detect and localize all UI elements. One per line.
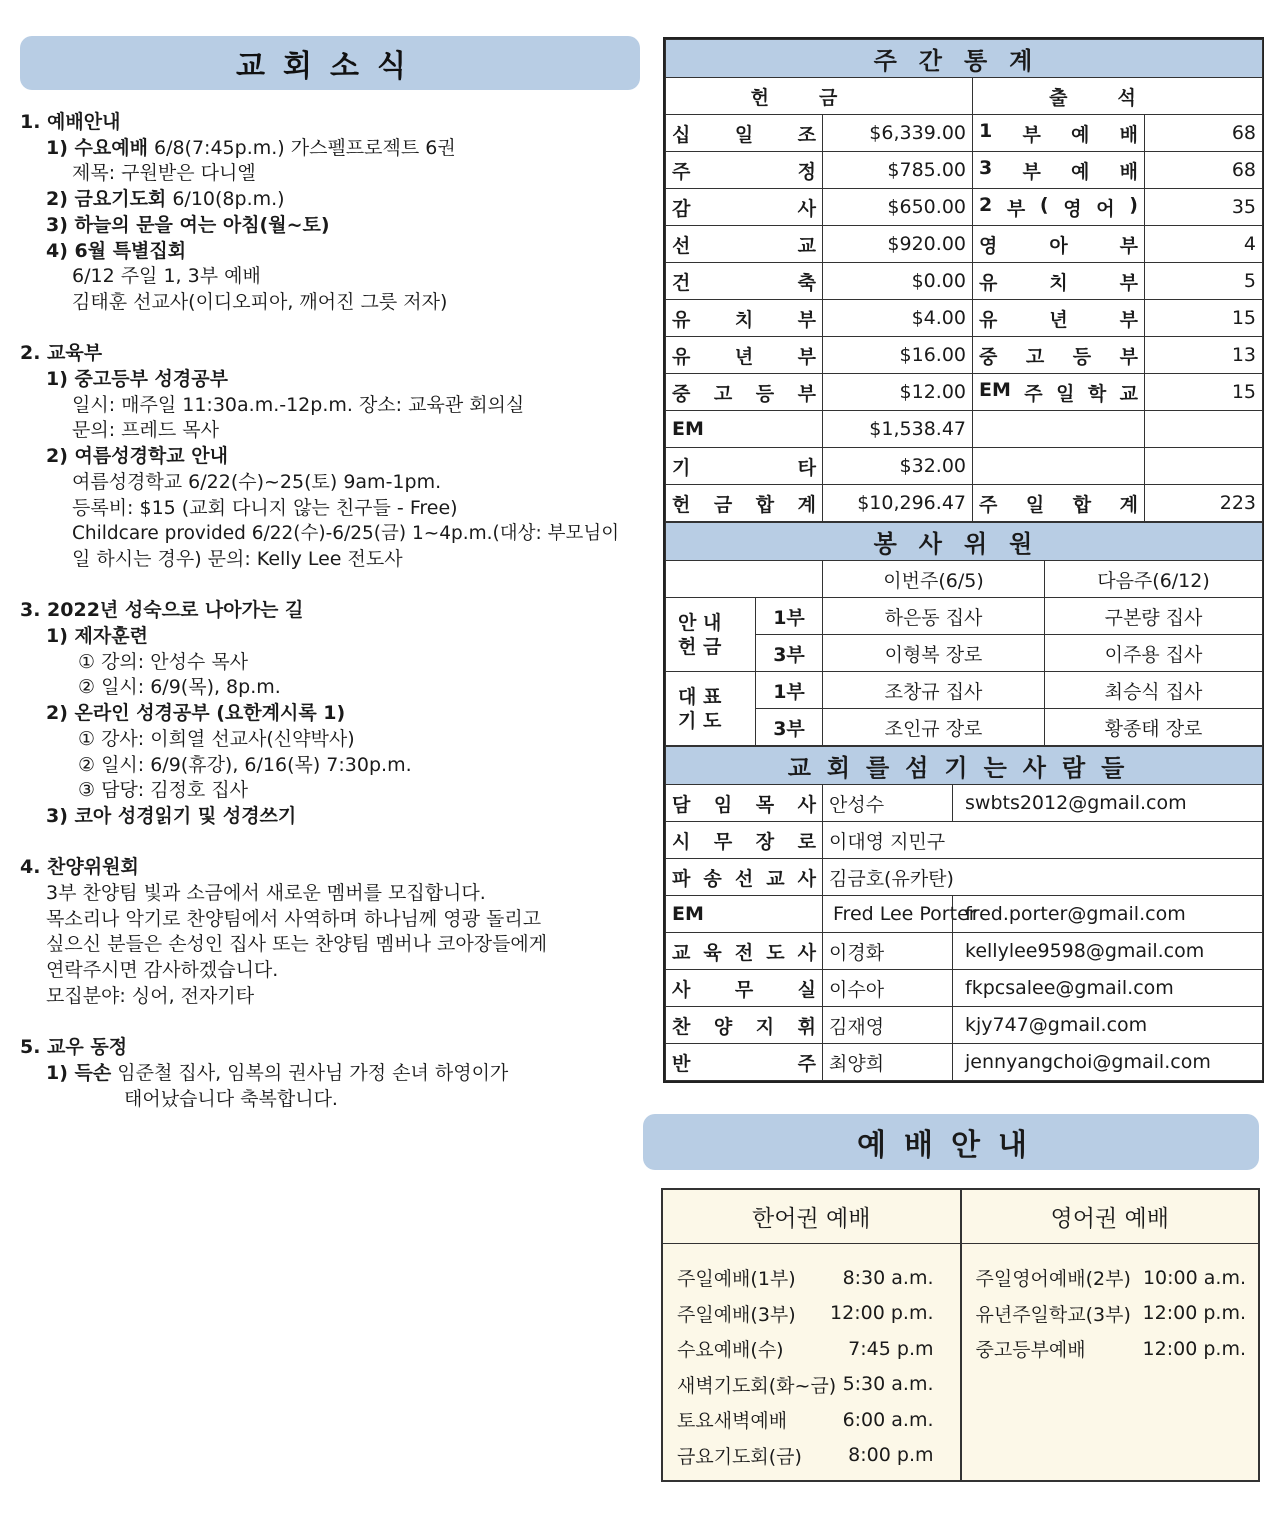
discipleship-line1: ① 강의: 안성수 목사 [78, 650, 249, 673]
staff-role: 반 주 [666, 1044, 823, 1081]
attendance-value [1145, 448, 1263, 485]
offering-amount: $32.00 [823, 448, 973, 485]
worship-item [976, 1296, 1247, 1332]
attendance-label: 3 부 예 배 [973, 152, 1145, 189]
attendance-label: EM 주 일 학 교 [973, 374, 1145, 411]
usher-part3-label: 3부 [756, 635, 823, 672]
staff-email: fkpcsalee@gmail.com [953, 970, 1263, 1007]
worship-item [677, 1438, 948, 1474]
offering-amount: $0.00 [823, 263, 973, 300]
praise-line1: 3부 찬양팀 빛과 소금에서 새로운 멤버를 모집합니다. [46, 882, 486, 905]
usher-part3-next: 이주용 집사 [1045, 635, 1263, 672]
english-worship-header: 영어권 예배 [962, 1190, 1259, 1244]
worship-guide-box [661, 1188, 1260, 1482]
stats-row [666, 189, 1263, 226]
special-meeting-line1: 6/12 주일 1, 3부 예배 [72, 265, 261, 288]
staff-row [666, 859, 1263, 896]
prayer-label: 대 표 기 도 [666, 672, 756, 746]
offering-label: 헌 금 합 계 [666, 485, 823, 522]
staff-name: 이수아 [823, 970, 953, 1007]
offering-label: 유 치 부 [666, 300, 823, 337]
worship-time: 6:00 a.m. [842, 1408, 934, 1431]
youth-bible-item: 1) 중고등부 성경공부 [46, 368, 228, 391]
offering-amount: $920.00 [823, 226, 973, 263]
attendance-label: 2 부 ( 영 어 ) [973, 189, 1145, 226]
wed-service-line: 1) 수요예배 6/8(7:45p.m.) 가스펠프로젝트 6권 [46, 136, 456, 159]
prayer-part1-label: 1부 [756, 672, 823, 709]
worship-name: 유년주일학교(3부) [975, 1303, 1131, 1326]
offering-amount: $1,538.47 [823, 411, 973, 448]
service-committee-title: 봉사위원 [666, 523, 1263, 561]
attendance-label: 유 치 부 [973, 263, 1145, 300]
service-committee-table [665, 522, 1263, 746]
worship-name: 수요예배(수) [677, 1339, 784, 1362]
online-bible-line3: ③ 담당: 김정호 집사 [78, 779, 249, 802]
staff-row [666, 1007, 1263, 1044]
worship-name: 주일예배(3부) [677, 1303, 796, 1326]
church-news-title: 교회소식 [20, 36, 640, 90]
section-members-title: 5. 교우 동정 [20, 1036, 128, 1059]
prayer-part3-label: 3부 [756, 709, 823, 746]
offering-label: 선 교 [666, 226, 823, 263]
staff-name: 이경화 [823, 933, 953, 970]
stats-row [666, 485, 1263, 522]
staff-name: 이대영 지민구 [823, 822, 1263, 859]
attendance-value: 35 [1145, 189, 1263, 226]
attendance-label: 중 고 등 부 [973, 337, 1145, 374]
worship-item [976, 1260, 1247, 1296]
offering-amount: $10,296.47 [823, 485, 973, 522]
stats-row [666, 374, 1263, 411]
section-maturity-title: 3. 2022년 성숙으로 나아가는 길 [20, 599, 304, 622]
attendance-value: 15 [1145, 300, 1263, 337]
praise-line4: 연락주시면 감사하겠습니다. [46, 959, 279, 982]
staff-role: 찬 양 지 휘 [666, 1007, 823, 1044]
worship-time: 8:00 p.m [848, 1444, 934, 1467]
prayer-part3-now: 조인규 장로 [823, 709, 1045, 746]
staff-name: 안성수 [823, 785, 953, 822]
attendance-value: 5 [1145, 263, 1263, 300]
staff-email: swbts2012@gmail.com [953, 785, 1263, 822]
offering-label: 중 고 등 부 [666, 374, 823, 411]
attendance-value: 4 [1145, 226, 1263, 263]
youth-bible-line2: 문의: 프레드 목사 [72, 419, 219, 442]
staff-name: 김금호(유카탄) [823, 859, 1263, 896]
worship-time: 10:00 a.m. [1142, 1266, 1246, 1289]
attendance-label [973, 448, 1145, 485]
weekly-stats-title: 주간통계 [666, 40, 1263, 78]
staff-name: Fred Lee Porter [823, 896, 953, 933]
attendance-label: 1 부 예 배 [973, 115, 1145, 152]
discipleship-line2: ② 일시: 6/9(목), 8p.m. [78, 676, 281, 699]
praise-line5: 모집분야: 싱어, 전자기타 [46, 984, 255, 1007]
offering-label: 기 타 [666, 448, 823, 485]
staff-email: fred.porter@gmail.com [953, 896, 1263, 933]
staff-role: 시 무 장 로 [666, 822, 823, 859]
stats-row [666, 411, 1263, 448]
staff-role: 담 임 목 사 [666, 785, 823, 822]
offering-label: EM [666, 411, 823, 448]
offering-header: 헌금 [666, 78, 973, 115]
online-bible-line1: ① 강사: 이희열 선교사(신약박사) [78, 727, 355, 750]
staff-row [666, 785, 1263, 822]
stats-row [666, 226, 1263, 263]
worship-name: 새벽기도회(화~금) [677, 1374, 837, 1397]
usher-part1-next: 구본량 집사 [1045, 598, 1263, 635]
section-education-title: 2. 교육부 [20, 342, 103, 365]
worship-name: 주일예배(1부) [677, 1268, 796, 1291]
staff-email: kjy747@gmail.com [953, 1007, 1263, 1044]
english-worship-column [960, 1190, 1259, 1480]
worship-time: 12:00 p.m. [830, 1302, 934, 1325]
worship-item [677, 1331, 948, 1367]
praise-line3: 싶으신 분들은 손성인 집사 또는 찬양팀 멤버나 코아장들에게 [46, 933, 548, 956]
worship-time: 12:00 p.m. [1142, 1337, 1246, 1360]
usher-offering-label: 안 내 헌 금 [666, 598, 756, 672]
usher-part1-now: 하은동 집사 [823, 598, 1045, 635]
offering-label: 주 정 [666, 152, 823, 189]
youth-bible-line1: 일시: 매주일 11:30a.m.-12p.m. 장소: 교육관 회의실 [72, 393, 525, 416]
staff-role: EM [666, 896, 823, 933]
offering-amount: $4.00 [823, 300, 973, 337]
right-tables [663, 37, 1264, 1083]
stats-row [666, 448, 1263, 485]
worship-item [677, 1367, 948, 1403]
worship-item [677, 1402, 948, 1438]
staff-email: jennyangchoi@gmail.com [953, 1044, 1263, 1081]
attendance-value: 13 [1145, 337, 1263, 374]
section-praise-title: 4. 찬양위원회 [20, 856, 139, 879]
usher-part3-now: 이형복 장로 [823, 635, 1045, 672]
staff-title: 교회를섬기는사람들 [666, 747, 1263, 785]
grandchild-line1: 1) 득손 임준철 집사, 임복의 권사님 가정 손녀 하영이가 [46, 1061, 509, 1084]
vbs-line4: 일 하시는 경우) 문의: Kelly Lee 전도사 [72, 547, 403, 570]
staff-role: 파 송 선 교 사 [666, 859, 823, 896]
staff-row [666, 1044, 1263, 1081]
staff-table [665, 746, 1263, 1081]
wed-service-subject: 제목: 구원받은 다니엘 [72, 162, 256, 185]
staff-name: 김재영 [823, 1007, 953, 1044]
worship-time: 7:45 p.m [848, 1337, 934, 1360]
worship-name: 중고등부예배 [975, 1339, 1086, 1362]
vbs-line3: Childcare provided 6/22(수)-6/25(금) 1~4p.m.(대상: 부모님이 [72, 523, 620, 545]
staff-email: kellylee9598@gmail.com [953, 933, 1263, 970]
worship-time: 5:30 a.m. [842, 1373, 934, 1396]
attendance-value: 15 [1145, 374, 1263, 411]
offering-label: 감 사 [666, 189, 823, 226]
korean-worship-column [663, 1190, 960, 1480]
attendance-value: 68 [1145, 152, 1263, 189]
stats-row [666, 300, 1263, 337]
staff-row [666, 822, 1263, 859]
fri-prayer-line: 2) 금요기도회 6/10(8p.m.) [46, 188, 285, 211]
morning-item: 3) 하늘의 문을 여는 아침(월~토) [46, 213, 330, 236]
attendance-value: 68 [1145, 115, 1263, 152]
attendance-label: 주 일 합 계 [973, 485, 1145, 522]
church-news-body [20, 110, 640, 1112]
section-worship-title: 1. 예배안내 [20, 111, 121, 133]
korean-worship-header: 한어권 예배 [663, 1190, 960, 1244]
staff-row [666, 896, 1263, 933]
offering-label: 십 일 조 [666, 115, 823, 152]
worship-item [677, 1296, 948, 1332]
offering-amount: $6,339.00 [823, 115, 973, 152]
worship-time: 12:00 p.m. [1142, 1302, 1246, 1325]
weekly-stats-table [665, 39, 1263, 522]
staff-row [666, 970, 1263, 1007]
attendance-label [973, 411, 1145, 448]
prayer-part3-next: 황종태 장로 [1045, 709, 1263, 746]
staff-name: 최양희 [823, 1044, 953, 1081]
offering-amount: $12.00 [823, 374, 973, 411]
offering-label: 유 년 부 [666, 337, 823, 374]
offering-amount: $16.00 [823, 337, 973, 374]
worship-time: 8:30 a.m. [842, 1266, 934, 1289]
worship-item [677, 1260, 948, 1296]
staff-role: 교 육 전 도 사 [666, 933, 823, 970]
vbs-line1: 여름성경학교 6/22(수)~25(토) 9am-1pm. [72, 470, 442, 493]
online-bible-line2: ② 일시: 6/9(휴강), 6/16(목) 7:30p.m. [78, 753, 412, 776]
attendance-header: 출석 [973, 78, 1263, 115]
worship-guide-title: 예배안내 [643, 1114, 1259, 1170]
stats-row [666, 337, 1263, 374]
attendance-label: 영 아 부 [973, 226, 1145, 263]
praise-line2: 목소리나 악기로 찬양팀에서 사역하며 하나님께 영광 돌리고 [46, 907, 542, 930]
discipleship-item: 1) 제자훈련 [46, 625, 148, 648]
special-meeting-item: 4) 6월 특별집회 [46, 239, 187, 262]
next-week-header: 다음주(6/12) [1045, 561, 1263, 598]
worship-item [976, 1331, 1247, 1367]
vbs-item: 2) 여름성경학교 안내 [46, 445, 228, 468]
stats-row [666, 263, 1263, 300]
stats-row [666, 115, 1263, 152]
stats-row [666, 152, 1263, 189]
church-news-column [20, 36, 640, 1112]
attendance-value [1145, 411, 1263, 448]
staff-row [666, 933, 1263, 970]
offering-amount: $785.00 [823, 152, 973, 189]
special-meeting-line2: 김태훈 선교사(이디오피아, 깨어진 그릇 저자) [72, 290, 448, 313]
grandchild-line2: 태어났습니다 축복합니다. [124, 1087, 338, 1110]
offering-amount: $650.00 [823, 189, 973, 226]
attendance-label: 유 년 부 [973, 300, 1145, 337]
offering-label: 건 축 [666, 263, 823, 300]
core-bible-item: 3) 코아 성경읽기 및 성경쓰기 [46, 804, 297, 827]
online-bible-item: 2) 온라인 성경공부 (요한계시록 1) [46, 702, 346, 725]
usher-part1-label: 1부 [756, 598, 823, 635]
prayer-part1-next: 최승식 집사 [1045, 672, 1263, 709]
worship-name: 금요기도회(금) [677, 1445, 802, 1468]
this-week-header: 이번주(6/5) [823, 561, 1045, 598]
worship-name: 주일영어예배(2부) [975, 1268, 1131, 1291]
prayer-part1-now: 조창규 집사 [823, 672, 1045, 709]
worship-name: 토요새벽예배 [677, 1410, 788, 1433]
staff-role: 사 무 실 [666, 970, 823, 1007]
attendance-value: 223 [1145, 485, 1263, 522]
vbs-line2: 등록비: $15 (교회 다니지 않는 친구들 - Free) [72, 496, 458, 519]
